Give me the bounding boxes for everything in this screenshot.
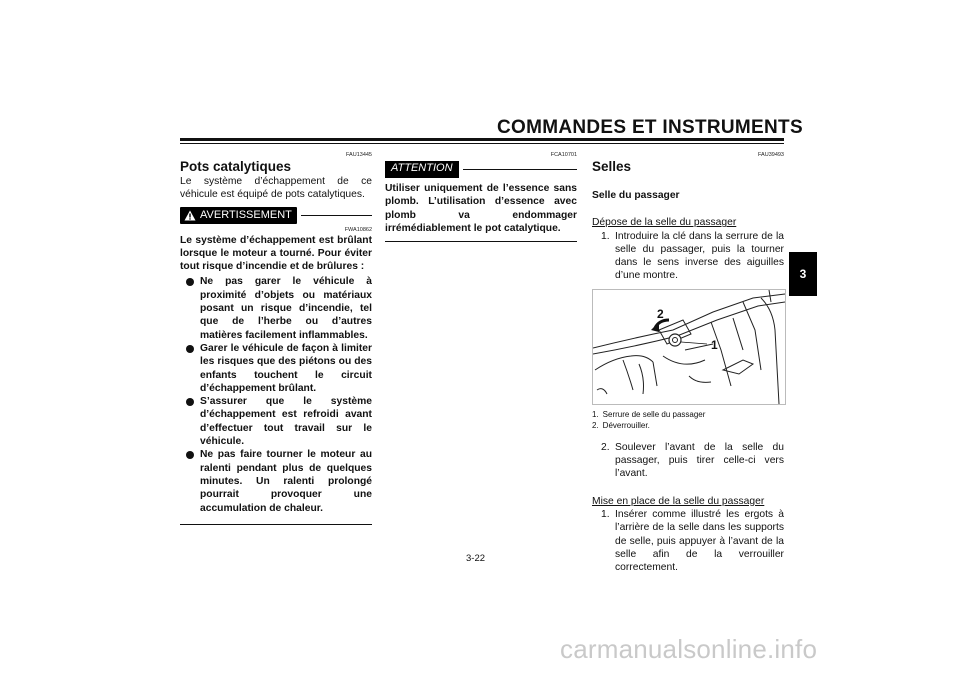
seat-lock-illustration <box>592 289 786 405</box>
attention-text: Utiliser uniquement de l’essence sans plomb. L’utilisation d’essence avec plomb va endommager irrémédiablement le pot catalytique. <box>385 183 577 234</box>
removal-title: Dépose de la selle du passager <box>592 217 737 229</box>
figure-callout-1: 1 <box>711 337 718 352</box>
step-number: 2. <box>601 441 610 453</box>
warning-bullet-list <box>180 275 372 514</box>
intro-paragraph: Le système d’échappement de ce véhicule est équipé de pots catalytiques. <box>180 176 372 201</box>
list-item <box>180 342 372 395</box>
bullet-icon <box>186 398 194 406</box>
list-item <box>592 230 784 283</box>
reference-code: FWA10862 <box>344 226 372 233</box>
list-item <box>180 448 372 514</box>
step-number: 1. <box>601 508 610 520</box>
bullet-icon <box>186 451 194 459</box>
subsection-heading: Selle du passager <box>592 190 680 201</box>
column-seats <box>592 152 784 574</box>
caption-number: 2. <box>592 420 599 430</box>
reference-code: FAU13445 <box>346 152 372 158</box>
figure-callout-2: 2 <box>657 306 664 321</box>
bullet-text: Garer le véhicule de façon à limiter les risques que des piétons ou des enfants touchent le circuit d’échappement brûlant. <box>200 342 372 394</box>
bullet-icon <box>186 345 194 353</box>
list-item <box>592 508 784 574</box>
step-text: Insérer comme illustré les ergots à l’arrière de la selle dans les supports de selle, puis appuyer à l’avant de la selle afin de la verrouiller correctement. <box>615 508 784 574</box>
section-heading-seats: Selles <box>592 159 632 174</box>
caption-item <box>592 420 784 431</box>
reference-code: FAU39493 <box>758 152 784 158</box>
warning-badge <box>180 207 297 224</box>
page-number: 3-22 <box>466 553 486 564</box>
bullet-icon <box>186 278 194 286</box>
caption-item <box>592 409 784 420</box>
header-rule-thin <box>180 143 784 144</box>
attention-rule <box>463 169 577 170</box>
seat-lock-drawing <box>593 290 785 404</box>
header-rule <box>180 138 784 141</box>
caption-text: Déverrouiller. <box>602 420 650 430</box>
caption-text: Serrure de selle du passager <box>602 409 706 419</box>
section-heading-catalytic: Pots catalytiques <box>180 159 292 174</box>
list-item <box>592 441 784 481</box>
warning-lead: Le système d’échappement est brûlant lorsque le moteur a tourné. Pour éviter tout risque d’incendie et de brûlures : <box>180 234 372 273</box>
page-header-title: COMMANDES ET INSTRUMENTS <box>497 117 803 138</box>
warning-triangle-icon <box>184 210 196 221</box>
install-title: Mise en place de la selle du passager <box>592 495 765 507</box>
attention-badge: ATTENTION <box>385 161 459 178</box>
step-text: Soulever l’avant de la selle du passager, puis tirer celle-ci vers l’avant. <box>615 441 784 480</box>
warning-banner <box>180 208 372 224</box>
warning-end-rule <box>180 524 372 525</box>
bullet-text: Ne pas garer le véhicule à proximité d’objets ou matériaux posant un risque d’incendie, tel que de l’herbe ou d’autres matières facilement inflammables. <box>200 276 372 341</box>
bullet-text: Ne pas faire tourner le moteur au ralenti pendant plus de quelques minutes. Un ralenti prolongé pourrait provoquer une accumulation de chaleur. <box>200 449 372 514</box>
reference-code: FCA10701 <box>550 152 577 158</box>
warning-rule <box>301 215 372 216</box>
list-item <box>180 275 372 341</box>
chapter-tab: 3 <box>789 252 817 296</box>
attention-banner <box>385 161 577 177</box>
column-catalytic <box>180 152 372 525</box>
watermark: carmanualsonline.info <box>560 634 818 664</box>
warning-label: AVERTISSEMENT <box>200 208 292 221</box>
list-item <box>180 395 372 448</box>
figure-captions <box>592 409 784 431</box>
bullet-text: S’assurer que le système d’échappement est refroidi avant d’effectuer tout travail sur le véhicule. <box>200 396 372 448</box>
attention-end-rule <box>385 241 577 242</box>
caption-number: 1. <box>592 409 599 419</box>
step-number: 1. <box>601 230 610 242</box>
step-text: Introduire la clé dans la serrure de la selle du passager, puis la tourner dans le sens inverse des aiguilles d’une montre. <box>615 230 784 282</box>
column-attention <box>385 152 577 242</box>
